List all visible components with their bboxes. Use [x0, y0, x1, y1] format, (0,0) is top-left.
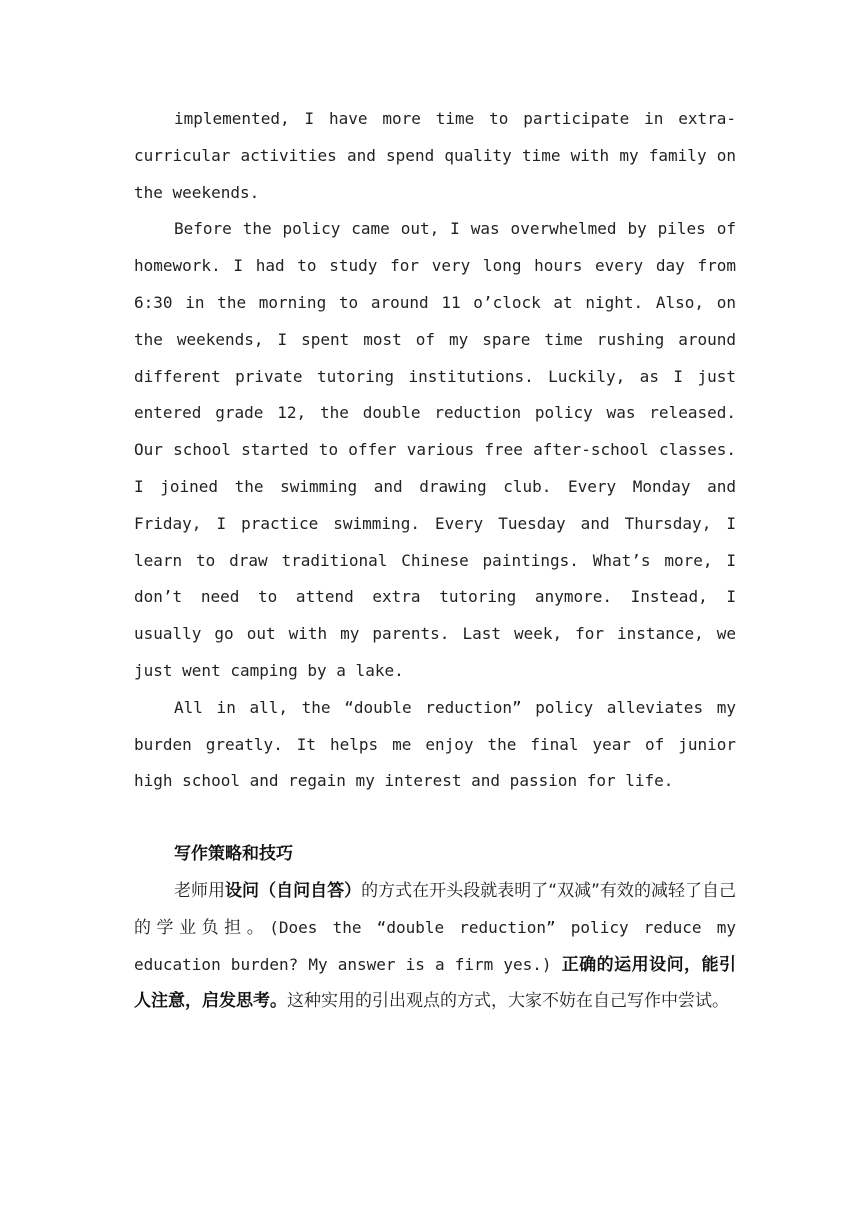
paragraph-2: Before the policy came out, I was overwhelmed by piles of homework. I had to study for very long hours every day from 6:30 in the morning to around 11 o’clock at night. Also, on the weekends, I spent most of my spare time rushing around different private tutoring institutions. Luckily, as I just entered grade 12, the double reduction policy was released. Our school started to offer various free after-school classes. I joined the swimming and drawing club. Every Monday and Friday, I practice swimming. Every Tuesday and Thursday, I learn to draw traditional Chinese paintings. What’s more, I don’t need to attend extra tutoring anymore. Instead, I usually go out with my parents. Last week, for instance, we just went camping by a lake. [134, 219, 736, 680]
strategy-heading: 写作策略和技巧 [174, 844, 293, 865]
strategy-bold-1: 设问（自问自答） [225, 880, 362, 901]
paragraph-3: All in all, the “double reduction” policy alleviates my burden greatly. It helps me enjoy the final year of junior high school and regain my interest and passion for life. [134, 697, 736, 791]
strategy-text-2: 的方式在开头段就表明了“双减”有效的减轻了自己的学业负担。 [134, 880, 737, 938]
strategy-text-3: 这种实用的引出观点的方式，大家不妨在自己写作中尝试。 [287, 991, 729, 1012]
strategy-text-1: 老师用 [174, 880, 226, 901]
strategy-paragraph [134, 873, 736, 1020]
paragraph-1: implemented, I have more time to participate in extra-curricular activities and spend quality time with my family on the weekends. [134, 109, 736, 202]
document-body [134, 101, 736, 1020]
section-spacer [134, 800, 736, 836]
strategy-english-example: (Does the “double reduction” policy reduce my education burden? My answer is a firm yes.) [134, 917, 736, 974]
strategy-bold-2: 正确的运用设问，能引人注意，启发思考。 [134, 954, 737, 1012]
